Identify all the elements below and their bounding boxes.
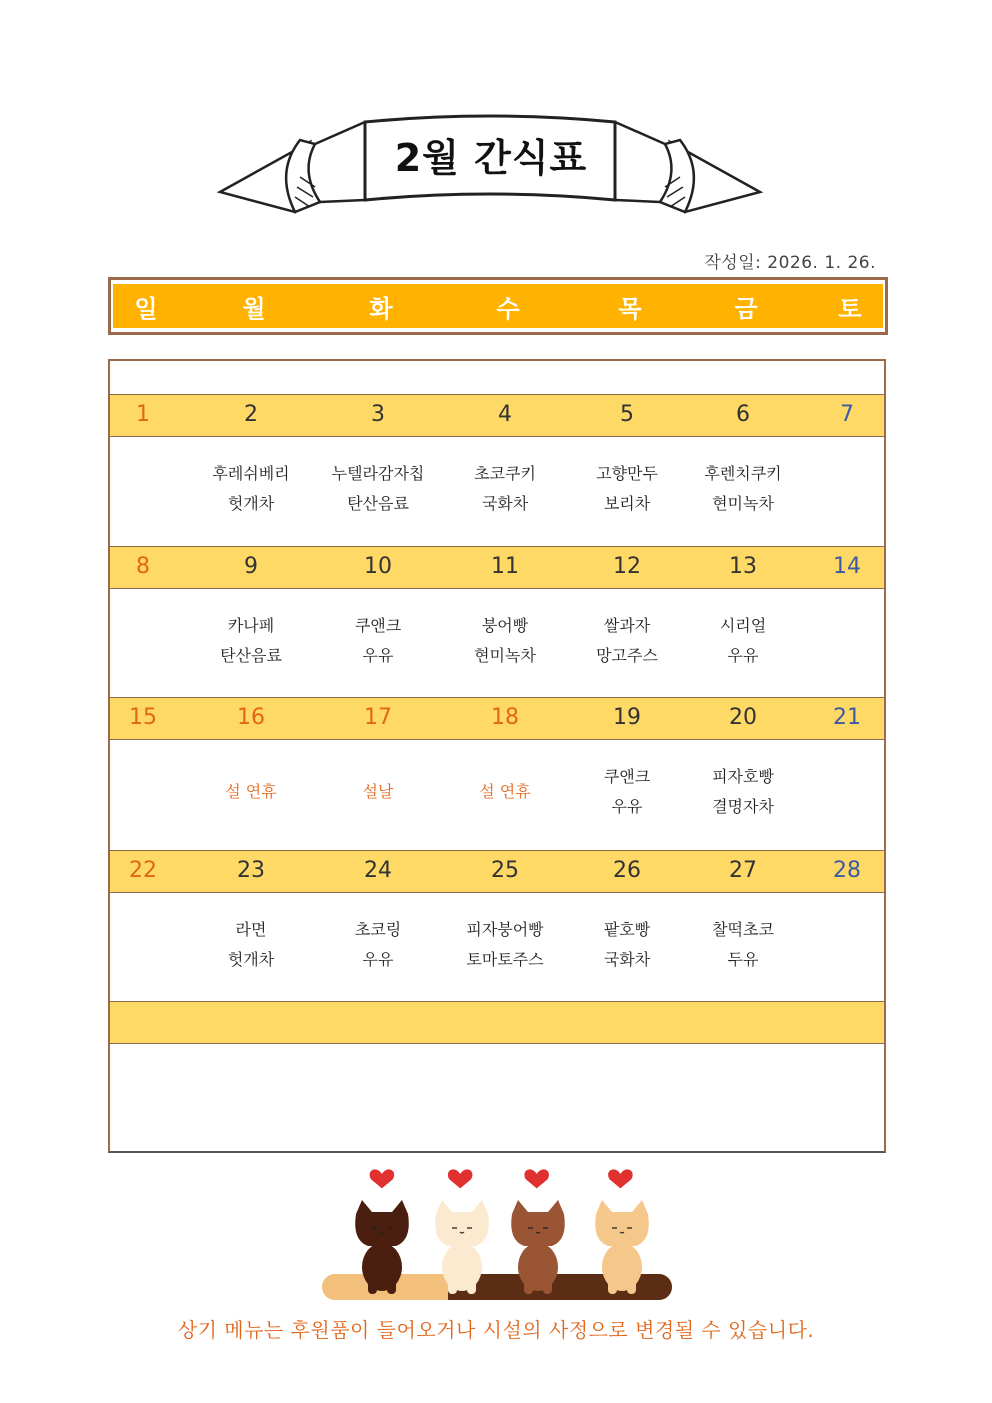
weekday-sun: 일	[134, 294, 158, 323]
menu-cell	[445, 459, 565, 519]
menu-cell	[191, 611, 311, 671]
day-number: 26	[613, 858, 641, 883]
menu-drink: 우유	[727, 646, 759, 665]
menu-cell	[567, 915, 687, 975]
day-number: 13	[729, 554, 757, 579]
menu-snack: 팥호빵	[603, 920, 651, 939]
menu-drink: 국화차	[603, 950, 651, 969]
menu-snack: 카나페	[227, 616, 275, 635]
menu-drink: 우유	[611, 797, 643, 816]
menu-drink: 탄산음료	[347, 494, 409, 513]
menu-drink: 헛개차	[227, 494, 275, 513]
day-number: 28	[833, 858, 861, 883]
menu-snack: 후렌치쿠키	[704, 464, 782, 483]
day-number: 21	[833, 705, 861, 730]
day-number: 18	[491, 705, 519, 730]
calendar-grid	[108, 359, 886, 1153]
menu-cell	[191, 777, 311, 807]
day-number: 22	[129, 858, 157, 883]
menu-drink: 탄산음료	[220, 646, 282, 665]
weekday-tue: 화	[369, 294, 393, 323]
menu-snack: 초코링	[354, 920, 402, 939]
day-number: 3	[371, 402, 385, 427]
menu-snack: 설 연휴	[225, 782, 277, 801]
menu-cell	[445, 611, 565, 671]
menu-drink: 결명자차	[712, 797, 774, 816]
day-number: 12	[613, 554, 641, 579]
menu-cell	[567, 762, 687, 822]
menu-snack: 설날	[362, 782, 394, 801]
day-number: 27	[729, 858, 757, 883]
menu-snack: 피자호빵	[712, 767, 774, 786]
menu-drink: 보리차	[603, 494, 651, 513]
menu-cell	[567, 459, 687, 519]
day-number: 10	[364, 554, 392, 579]
day-number: 14	[833, 554, 861, 579]
menu-drink: 우유	[362, 950, 394, 969]
menu-snack: 누텔라감자칩	[331, 464, 425, 483]
page-title: 2월 간식표	[394, 135, 588, 180]
day-number: 2	[244, 402, 258, 427]
menu-snack: 설 연휴	[479, 782, 531, 801]
heart-icon	[370, 1169, 633, 1188]
day-number: 25	[491, 858, 519, 883]
menu-snack: 찰떡초코	[712, 920, 774, 939]
menu-snack: 붕어빵	[481, 616, 529, 635]
menu-cell	[318, 777, 438, 807]
menu-cell	[318, 915, 438, 975]
menu-cell	[445, 915, 565, 975]
menu-cell	[445, 777, 565, 807]
day-number: 6	[736, 402, 750, 427]
footer-note: 상기 메뉴는 후원품이 들어오거나 시설의 사정으로 변경될 수 있습니다.	[177, 1318, 815, 1342]
day-number: 8	[136, 554, 150, 579]
menu-drink: 헛개차	[227, 950, 275, 969]
cats-illustration	[318, 1162, 678, 1310]
menu-cell	[318, 459, 438, 519]
menu-cell	[191, 915, 311, 975]
menu-cell	[318, 611, 438, 671]
menu-snack: 쌀과자	[603, 616, 651, 635]
day-number: 1	[136, 402, 150, 427]
weekday-mon: 월	[242, 294, 266, 323]
menu-drink: 우유	[362, 646, 394, 665]
day-number: 7	[840, 402, 854, 427]
menu-snack: 시리얼	[719, 616, 767, 635]
menu-snack: 라면	[235, 920, 267, 939]
menu-cell	[683, 611, 803, 671]
day-number: 11	[491, 554, 519, 579]
weekday-thu: 목	[618, 294, 642, 323]
day-number: 16	[237, 705, 265, 730]
menu-snack: 고향만두	[596, 464, 658, 483]
day-number: 20	[729, 705, 757, 730]
day-number: 15	[129, 705, 157, 730]
menu-snack: 쿠앤크	[354, 616, 402, 635]
menu-drink: 토마토주스	[466, 950, 544, 969]
menu-drink: 현미녹차	[474, 646, 536, 665]
menu-cell	[683, 459, 803, 519]
menu-snack: 피자붕어빵	[466, 920, 544, 939]
menu-drink: 국화차	[481, 494, 529, 513]
menu-snack: 초코쿠키	[474, 464, 536, 483]
weekday-wed: 수	[496, 294, 520, 323]
day-number: 19	[613, 705, 641, 730]
day-number: 23	[237, 858, 265, 883]
written-date: 작성일: 2026. 1. 26.	[704, 253, 876, 273]
weekday-fri: 금	[734, 294, 758, 323]
menu-drink: 망고주스	[596, 646, 658, 665]
menu-snack: 쿠앤크	[603, 767, 651, 786]
weekday-sat: 토	[838, 294, 862, 323]
menu-drink: 현미녹차	[712, 494, 774, 513]
date-band-empty	[110, 1001, 884, 1044]
menu-cell	[683, 762, 803, 822]
day-number: 9	[244, 554, 258, 579]
menu-drink: 두유	[727, 950, 759, 969]
day-number: 4	[498, 402, 512, 427]
menu-cell	[191, 459, 311, 519]
day-number: 17	[364, 705, 392, 730]
day-number: 24	[364, 858, 392, 883]
day-number: 5	[620, 402, 634, 427]
weekday-header	[108, 277, 888, 335]
menu-cell	[683, 915, 803, 975]
menu-snack: 후레쉬베리	[212, 464, 290, 483]
menu-cell	[567, 611, 687, 671]
